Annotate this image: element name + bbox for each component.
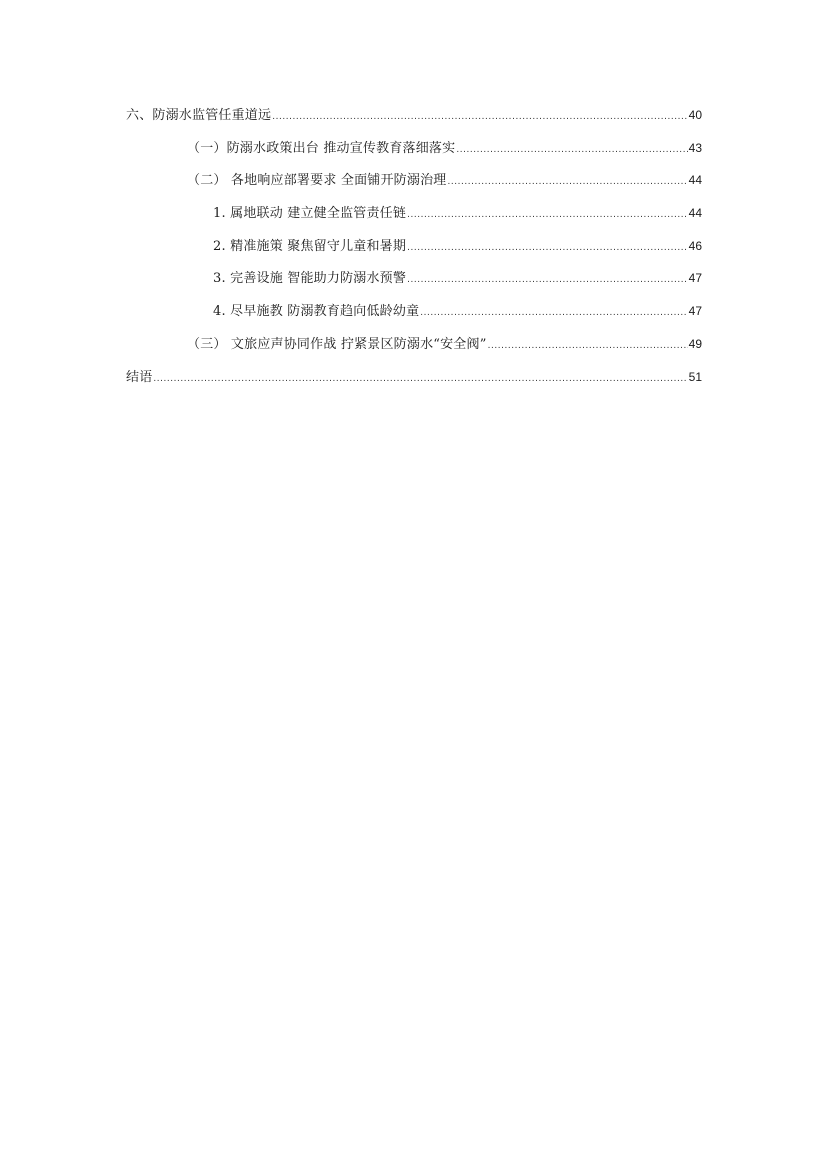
toc-dot-leader: [272, 111, 687, 122]
toc-page-number: 44: [688, 206, 702, 221]
toc-dot-leader: [488, 340, 688, 351]
toc-entry-title: 六、防溺水监管任重道远: [126, 108, 272, 123]
toc-dot-leader: [456, 144, 687, 155]
toc-entry[interactable]: [126, 137, 702, 170]
toc-dot-leader: [420, 307, 687, 318]
table-of-contents: [126, 104, 702, 398]
toc-page-number: 40: [688, 108, 702, 122]
toc-dot-leader: [407, 242, 688, 253]
toc-entry-title: 2. 精准施策 聚焦留守儿童和暑期: [213, 238, 407, 254]
toc-dot-leader: [153, 373, 687, 384]
toc-page-number: 44: [688, 173, 702, 188]
toc-entry[interactable]: [126, 104, 702, 137]
toc-entry-title: （二） 各地响应部署要求 全面铺开防溺治理: [187, 173, 447, 189]
toc-entry[interactable]: [126, 202, 702, 235]
toc-page-number: 46: [688, 238, 702, 253]
toc-page-number: 43: [688, 140, 702, 155]
toc-dot-leader: [447, 176, 687, 187]
toc-entry[interactable]: [126, 366, 702, 399]
toc-entry-title: 1. 属地联动 建立健全监管责任链: [213, 206, 407, 222]
toc-dot-leader: [407, 274, 688, 285]
toc-entry-title: （三） 文旅应声协同作战 拧紧景区防溺水“安全阀”: [187, 336, 487, 352]
toc-dot-leader: [407, 209, 688, 220]
toc-entry-title: （一）防溺水政策出台 推动宣传教育落细落实: [187, 140, 456, 156]
toc-entry-title: 结语: [126, 369, 153, 385]
toc-page-number: 49: [688, 336, 702, 351]
toc-entry[interactable]: [126, 333, 702, 366]
toc-entry-title: 4. 尽早施教 防溺教育趋向低龄幼童: [213, 304, 420, 320]
toc-entry[interactable]: [126, 235, 702, 268]
toc-entry[interactable]: [126, 169, 702, 202]
toc-page-number: 51: [688, 369, 702, 384]
toc-page-number: 47: [688, 271, 702, 286]
toc-page-number: 47: [688, 304, 702, 319]
toc-entry-title: 3. 完善设施 智能助力防溺水预警: [213, 271, 407, 287]
toc-entry[interactable]: [126, 267, 702, 300]
toc-entry[interactable]: [126, 300, 702, 333]
